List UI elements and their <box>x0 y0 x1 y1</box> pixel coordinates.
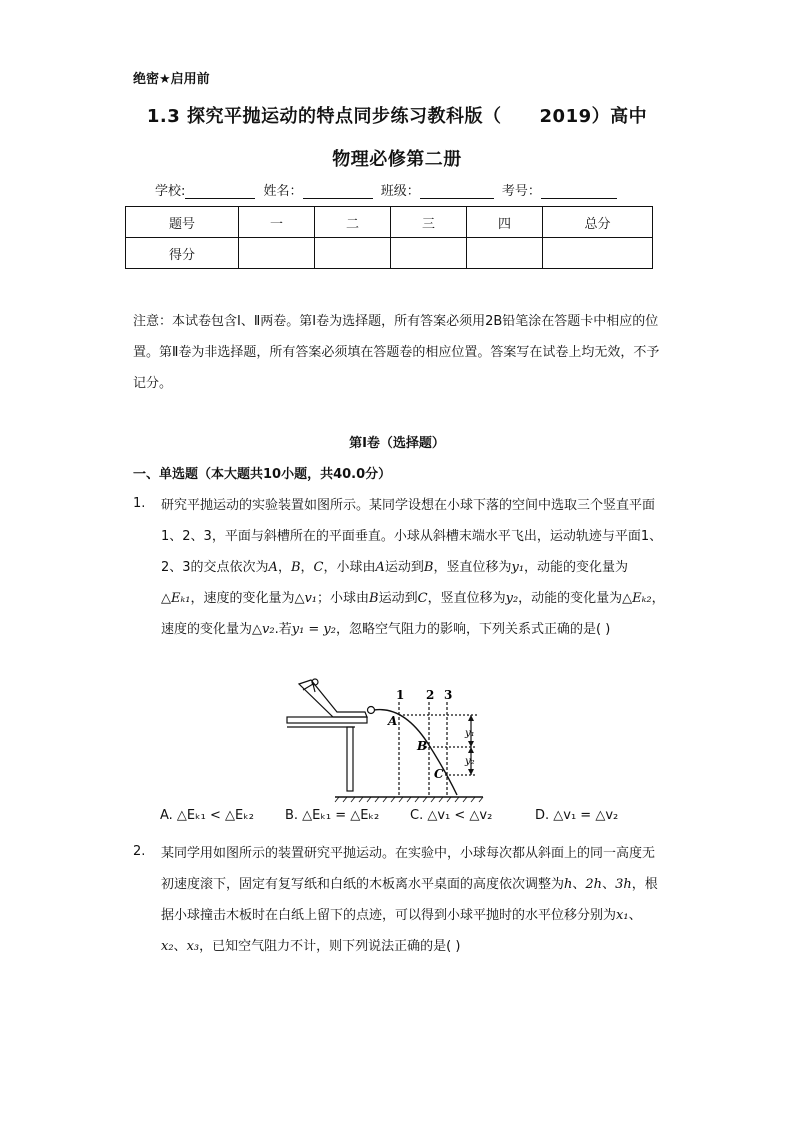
class-blank[interactable] <box>420 185 494 199</box>
plane-1-label: 1 <box>396 688 405 702</box>
arrow-mid-down <box>468 741 474 747</box>
score-table-header-row <box>126 207 653 238</box>
arrow-bottom <box>468 769 474 775</box>
exam-no-label: 考号： <box>501 184 541 199</box>
page-subtitle: 物理必修第二册 <box>332 149 462 170</box>
trajectory-curve <box>374 710 457 795</box>
arrow-mid-up <box>468 747 474 753</box>
section-title: 第Ⅰ卷（选择题） <box>349 436 445 451</box>
score-table-score-row <box>126 238 653 269</box>
ball-at-lip <box>368 707 375 714</box>
point-B-label: B <box>417 739 428 753</box>
question-1-options <box>160 808 618 823</box>
experiment-figure <box>285 672 495 804</box>
score-cell[interactable] <box>543 238 653 269</box>
header-cell: 题号 <box>126 207 239 238</box>
confidential-label: 绝密★启用前 <box>133 72 210 87</box>
question-1-number: 1. <box>133 496 146 511</box>
point-A-label: A <box>388 714 398 728</box>
ramp-support <box>303 684 315 692</box>
subsection-title: 一、单选题（本大题共10小题，共40.0分） <box>133 467 392 482</box>
question-1-text: 研究平抛运动的实验装置如图所示。某同学设想在小球下落的空间中选取三个竖直平面1、2、3，平面与斜槽所在的平面垂直。小球从斜槽末端水平飞出，运动轨迹与平面1、2、3的交点依次为A，B，C，小球由A运动到B，竖直位移为y₁，动能的变化量为△Eₖ₁，速度的变化量为△v₁；小球由B运动到C，竖直位移为y₂，动能的变化量为△Eₖ₂，速度的变化量为△v₂.若y₁ = y₂，忽略空气阻力的影响，下列关系式正确的是( ) <box>161 498 665 637</box>
question-2-text: 某同学用如图所示的装置研究平抛运动。在实验中，小球每次都从斜面上的同一高度无初速度滚下，固定有复写纸和白纸的木板离水平桌面的高度依次调整为h、2h、3h，根据小球撞击木板时在白纸上留下的点迹，可以得到小球平抛时的水平位移分别为x₁、x₂、x₃，已知空气阻力不计，则下列说法正确的是( ) <box>161 846 658 954</box>
header-cell: 四 <box>467 207 543 238</box>
option-d[interactable]: D. △v₁ = △v₂ <box>535 808 619 823</box>
y2-label: y₂ <box>465 756 475 767</box>
table-top <box>287 717 367 723</box>
name-label: 姓名： <box>263 184 303 199</box>
question-2-number: 2. <box>133 844 146 859</box>
notice-text: 注意：本试卷包含Ⅰ、Ⅱ两卷。第Ⅰ卷为选择题，所有答案必须用2B铅笔涂在答题卡中相应的位置。第Ⅱ卷为非选择题，所有答案必须填在答题卷的相应位置。答案写在试卷上均无效，不予记分。 <box>133 314 660 391</box>
option-a[interactable]: A. △Eₖ₁ < △Eₖ₂ <box>160 808 255 823</box>
score-cell[interactable] <box>315 238 391 269</box>
header-cell: 总分 <box>543 207 653 238</box>
row-label-cell: 得分 <box>126 238 239 269</box>
title-part-a: 1.3 探究平抛运动的特点同步练习教科版（ <box>146 106 502 127</box>
plane-3-label: 3 <box>444 688 453 702</box>
score-table <box>125 206 653 269</box>
score-cell[interactable] <box>467 238 543 269</box>
option-b[interactable]: B. △Eₖ₁ = △Eₖ₂ <box>285 808 380 823</box>
arrow-top <box>468 715 474 721</box>
student-info-line <box>155 180 621 199</box>
score-cell[interactable] <box>239 238 315 269</box>
ramp <box>299 680 367 717</box>
score-cell[interactable] <box>391 238 467 269</box>
y1-label: y₁ <box>465 728 475 739</box>
plane-2-label: 2 <box>426 688 435 702</box>
header-cell: 一 <box>239 207 315 238</box>
header-cell: 三 <box>391 207 467 238</box>
title-part-b: 2019）高中 <box>539 106 648 127</box>
class-label: 班级： <box>380 184 420 199</box>
page-title <box>0 102 794 128</box>
school-blank[interactable] <box>185 185 255 199</box>
point-C-label: C <box>434 767 444 781</box>
school-label: 学校: <box>155 184 186 199</box>
name-blank[interactable] <box>303 185 373 199</box>
exam-no-blank[interactable] <box>541 185 617 199</box>
option-c[interactable]: C. △v₁ < △v₂ <box>410 808 493 823</box>
header-cell: 二 <box>315 207 391 238</box>
table-leg <box>347 727 353 791</box>
